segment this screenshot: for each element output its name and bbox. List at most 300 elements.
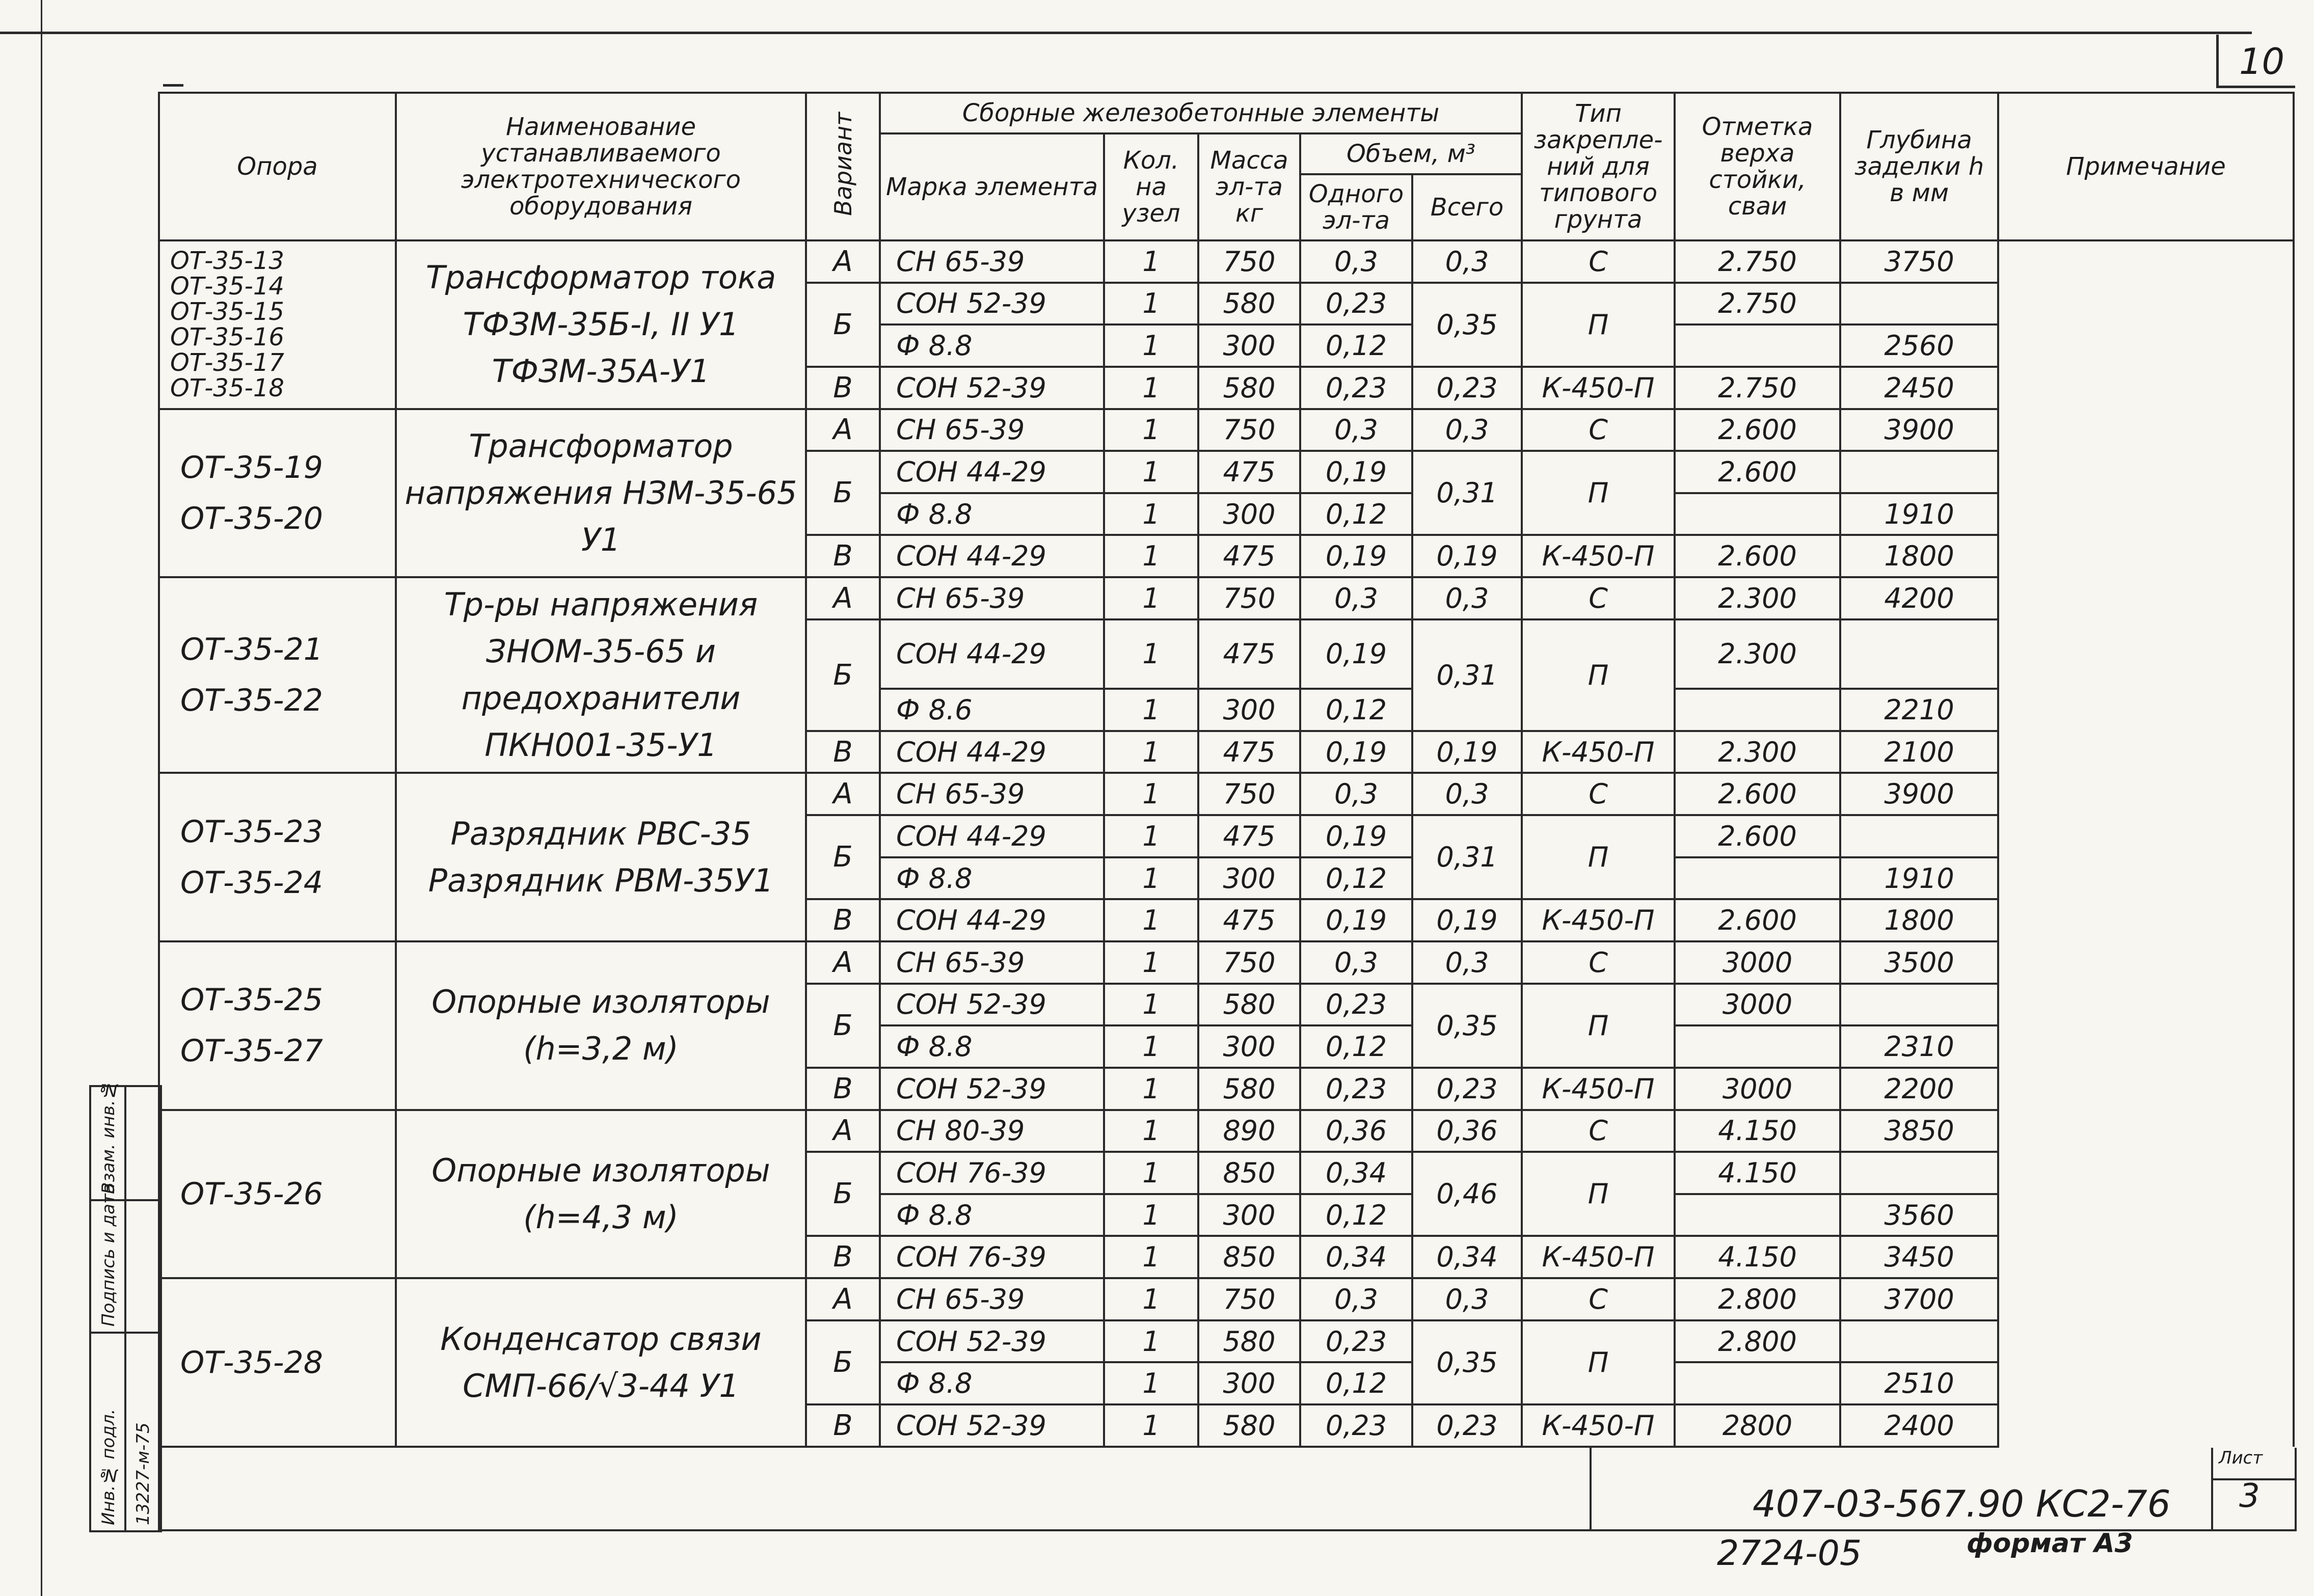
note-cell [1998,857,2294,900]
marka-cell: СОН 52-39 [880,1404,1104,1447]
marka-cell: СОН 44-29 [880,619,1104,689]
tip-cell: П [1522,815,1675,899]
kol-cell: 1 [1104,535,1198,577]
glubina-cell: 3450 [1840,1236,1998,1278]
massa-cell: 300 [1198,1194,1300,1236]
marka-cell: Ф 8.8 [880,324,1104,367]
vsego-cell: 0,35 [1412,984,1522,1068]
note-cell [1998,577,2294,619]
massa-cell: 580 [1198,1068,1300,1110]
vsego-cell: 0,46 [1412,1152,1522,1236]
vsego-cell: 0,3 [1412,941,1522,984]
tip-cell: П [1522,451,1675,535]
header-kol: Кол. на узел [1104,133,1198,240]
sidebar-label-inventory: Инв.№ подл. [98,1409,119,1525]
massa-cell: 750 [1198,577,1300,619]
massa-cell: 580 [1198,984,1300,1026]
otmetka-cell: 2.300 [1675,577,1840,619]
tip-cell: П [1522,1152,1675,1236]
note-cell [1998,1110,2294,1152]
odnogo-cell: 0,19 [1300,899,1412,941]
equipment-name-cell: Трансформатор тока ТФЗМ-35Б-I, II У1 ТФЗМ-35А-У1 [396,240,806,409]
opora-cell: ОТ-35-26 [159,1110,396,1279]
otmetka-cell [1675,1362,1840,1404]
glubina-cell: 1910 [1840,857,1998,900]
massa-cell: 750 [1198,409,1300,451]
otmetka-cell: 4.150 [1675,1110,1840,1152]
header-glubina: Глубина заделки h в мм [1840,93,1998,240]
kol-cell: 1 [1104,1152,1198,1194]
otmetka-cell [1675,1194,1840,1236]
note-cell [1998,367,2294,409]
odnogo-cell: 0,19 [1300,451,1412,493]
equipment-name-cell: Разрядник РВС-35 Разрядник РВМ-35У1 [396,773,806,941]
marka-cell: Ф 8.8 [880,493,1104,535]
note-cell [1998,731,2294,773]
marka-cell: СОН 52-39 [880,1320,1104,1363]
variant-cell: В [806,1236,880,1278]
marka-cell: СОН 76-39 [880,1236,1104,1278]
kol-cell: 1 [1104,577,1198,619]
note-cell [1998,324,2294,367]
odnogo-cell: 0,12 [1300,324,1412,367]
note-cell [1998,283,2294,325]
glubina-cell: 3900 [1840,409,1998,451]
odnogo-cell: 0,23 [1300,1404,1412,1447]
massa-cell: 300 [1198,857,1300,900]
marka-cell: СОН 44-29 [880,815,1104,857]
otmetka-cell: 3000 [1675,941,1840,984]
otmetka-cell: 2.800 [1675,1278,1840,1320]
odnogo-cell: 0,3 [1300,409,1412,451]
tip-cell: С [1522,1110,1675,1152]
marka-cell: Ф 8.8 [880,857,1104,900]
vsego-cell: 0,31 [1412,619,1522,731]
variant-cell: А [806,941,880,984]
variant-cell: В [806,535,880,577]
odnogo-cell: 0,19 [1300,619,1412,689]
equipment-name-cell: Трансформатор напряжения НЗМ-35-65 У1 [396,409,806,578]
glubina-cell: 3560 [1840,1194,1998,1236]
marka-cell: СН 80-39 [880,1110,1104,1152]
header-opora: Опора [159,93,396,240]
note-cell [1998,535,2294,577]
vsego-cell: 0,19 [1412,899,1522,941]
variant-cell: А [806,409,880,451]
odnogo-cell: 0,12 [1300,1362,1412,1404]
odnogo-cell: 0,36 [1300,1110,1412,1152]
vsego-cell: 0,23 [1412,367,1522,409]
marka-cell: Ф 8.8 [880,1025,1104,1068]
vsego-cell: 0,31 [1412,451,1522,535]
glubina-cell: 3900 [1840,773,1998,815]
glubina-cell [1840,283,1998,325]
variant-cell: Б [806,815,880,899]
otmetka-cell [1675,1025,1840,1068]
opora-cell: ОТ-35-25 ОТ-35-27 [159,941,396,1110]
kol-cell: 1 [1104,941,1198,984]
vsego-cell: 0,19 [1412,731,1522,773]
note-cell [1998,815,2294,857]
odnogo-cell: 0,12 [1300,689,1412,731]
note-cell [1998,619,2294,689]
header-variant [806,93,880,240]
otmetka-cell: 2.750 [1675,367,1840,409]
odnogo-cell: 0,3 [1300,941,1412,984]
tip-cell: К-450-П [1522,1236,1675,1278]
table-row [159,1110,2294,1152]
otmetka-cell: 4.150 [1675,1236,1840,1278]
kol-cell: 1 [1104,1278,1198,1320]
otmetka-cell: 2.600 [1675,773,1840,815]
otmetka-cell: 2.750 [1675,283,1840,325]
otmetka-cell: 2.300 [1675,619,1840,689]
corner-tick [163,84,183,87]
vsego-cell: 0,3 [1412,577,1522,619]
tip-cell: К-450-П [1522,535,1675,577]
tip-cell: П [1522,984,1675,1068]
massa-cell: 580 [1198,367,1300,409]
variant-cell: А [806,577,880,619]
header-group: Сборные железобетонные элементы [880,93,1522,133]
opora-cell: ОТ-35-13 ОТ-35-14 ОТ-35-15 ОТ-35-16 ОТ-35-17 ОТ-35-18 [159,240,396,409]
kol-cell: 1 [1104,1236,1198,1278]
glubina-cell: 2310 [1840,1025,1998,1068]
marka-cell: СОН 44-29 [880,899,1104,941]
opora-cell: ОТ-35-21 ОТ-35-22 [159,577,396,773]
note-cell [1998,1194,2294,1236]
header-massa: Масса эл-та кг [1198,133,1300,240]
tip-cell: С [1522,941,1675,984]
marka-cell: СОН 44-29 [880,451,1104,493]
note-cell [1998,493,2294,535]
sidebar-label-replacement: Взам. инв.№ [98,1079,119,1194]
glubina-cell: 2210 [1840,689,1998,731]
table-row [159,577,2294,619]
vsego-cell: 0,3 [1412,240,1522,283]
kol-cell: 1 [1104,451,1198,493]
kol-cell: 1 [1104,1362,1198,1404]
otmetka-cell [1675,493,1840,535]
massa-cell: 300 [1198,493,1300,535]
kol-cell: 1 [1104,815,1198,857]
massa-cell: 580 [1198,1320,1300,1363]
marka-cell: СОН 52-39 [880,367,1104,409]
kol-cell: 1 [1104,857,1198,900]
otmetka-cell: 2.600 [1675,535,1840,577]
note-cell [1998,899,2294,941]
variant-cell: А [806,1110,880,1152]
vsego-cell: 0,3 [1412,1278,1522,1320]
kol-cell: 1 [1104,1194,1198,1236]
header-marka: Марка элемента [880,133,1104,240]
tip-cell: С [1522,1278,1675,1320]
note-cell [1998,689,2294,731]
otmetka-cell: 3000 [1675,984,1840,1026]
glubina-cell [1840,1320,1998,1363]
note-cell [1998,1278,2294,1320]
marka-cell: СН 65-39 [880,240,1104,283]
title-block-divider [1590,1448,1592,1529]
kol-cell: 1 [1104,1320,1198,1363]
kol-cell: 1 [1104,240,1198,283]
format-label: формат А3 [1967,1528,2133,1559]
glubina-cell: 1910 [1840,493,1998,535]
variant-cell: В [806,731,880,773]
top-border-line [0,32,2252,34]
table-body [159,240,2294,1447]
variant-cell: Б [806,984,880,1068]
otmetka-cell: 3000 [1675,1068,1840,1110]
odnogo-cell: 0,34 [1300,1236,1412,1278]
kol-cell: 1 [1104,899,1198,941]
header-obem: Объем, м³ [1300,133,1522,174]
odnogo-cell: 0,19 [1300,815,1412,857]
glubina-cell: 2560 [1840,324,1998,367]
massa-cell: 475 [1198,731,1300,773]
otmetka-cell: 2800 [1675,1404,1840,1447]
otmetka-cell: 2.800 [1675,1320,1840,1363]
note-cell [1998,1320,2294,1363]
kol-cell: 1 [1104,984,1198,1026]
kol-cell: 1 [1104,1025,1198,1068]
marka-cell: СН 65-39 [880,941,1104,984]
vsego-cell: 0,3 [1412,409,1522,451]
odnogo-cell: 0,23 [1300,1068,1412,1110]
otmetka-cell [1675,324,1840,367]
marka-cell: СОН 44-29 [880,731,1104,773]
odnogo-cell: 0,12 [1300,1194,1412,1236]
massa-cell: 850 [1198,1236,1300,1278]
approval-sidebar [89,1079,162,1532]
odnogo-cell: 0,12 [1300,857,1412,900]
vsego-cell: 0,23 [1412,1404,1522,1447]
otmetka-cell: 2.750 [1675,240,1840,283]
variant-cell: В [806,367,880,409]
marka-cell: СОН 52-39 [880,984,1104,1026]
sidebar-inventory-value: 13227-м-75 [133,1422,153,1525]
tip-cell: К-450-П [1522,731,1675,773]
marka-cell: СН 65-39 [880,1278,1104,1320]
kol-cell: 1 [1104,324,1198,367]
otmetka-cell: 2.600 [1675,409,1840,451]
odnogo-cell: 0,3 [1300,577,1412,619]
odnogo-cell: 0,12 [1300,493,1412,535]
odnogo-cell: 0,23 [1300,1320,1412,1363]
note-cell [1998,1025,2294,1068]
massa-cell: 750 [1198,941,1300,984]
glubina-cell: 3700 [1840,1278,1998,1320]
note-cell [1998,1362,2294,1404]
otmetka-cell [1675,689,1840,731]
variant-cell: Б [806,1320,880,1404]
kol-cell: 1 [1104,689,1198,731]
glubina-cell: 3850 [1840,1110,1998,1152]
glubina-cell: 3500 [1840,941,1998,984]
massa-cell: 750 [1198,240,1300,283]
massa-cell: 300 [1198,324,1300,367]
table-row [159,240,2294,283]
note-cell [1998,1152,2294,1194]
variant-cell: В [806,1068,880,1110]
massa-cell: 850 [1198,1152,1300,1194]
opora-cell: ОТ-35-19 ОТ-35-20 [159,409,396,578]
glubina-cell [1840,1152,1998,1194]
tip-cell: К-450-П [1522,899,1675,941]
archive-number: 2724-05 [1717,1533,1862,1574]
table-row [159,941,2294,984]
tip-cell: С [1522,409,1675,451]
tip-cell: К-450-П [1522,1068,1675,1110]
header-prim: Примечание [1998,93,2294,240]
massa-cell: 300 [1198,689,1300,731]
vsego-cell: 0,35 [1412,1320,1522,1404]
kol-cell: 1 [1104,1110,1198,1152]
foundation-table [158,92,2295,1448]
glubina-cell: 1800 [1840,899,1998,941]
kol-cell: 1 [1104,773,1198,815]
note-cell [1998,409,2294,451]
glubina-cell [1840,619,1998,689]
variant-cell: А [806,240,880,283]
equipment-name-cell: Тр-ры напряжения ЗНОМ-35-65 и предохранители ПКН001-35-У1 [396,577,806,773]
table-row [159,1278,2294,1320]
marka-cell: СОН 76-39 [880,1152,1104,1194]
list-label: Лист [2219,1448,2263,1468]
vsego-cell: 0,35 [1412,283,1522,367]
tip-cell: С [1522,577,1675,619]
header-name: Наименование устанавливаемого электротехнического оборудования [396,93,806,240]
note-cell [1998,773,2294,815]
massa-cell: 475 [1198,535,1300,577]
vsego-cell: 0,36 [1412,1110,1522,1152]
kol-cell: 1 [1104,283,1198,325]
tip-cell: К-450-П [1522,367,1675,409]
note-cell [1998,1236,2294,1278]
kol-cell: 1 [1104,409,1198,451]
variant-cell: А [806,773,880,815]
header-vsego: Всего [1412,174,1522,240]
odnogo-cell: 0,34 [1300,1152,1412,1194]
marka-cell: СН 65-39 [880,773,1104,815]
odnogo-cell: 0,23 [1300,984,1412,1026]
header-tip: Тип закрепле-ний для типового грунта [1522,93,1675,240]
marka-cell: СОН 52-39 [880,1068,1104,1110]
marka-cell: СН 65-39 [880,409,1104,451]
glubina-cell: 4200 [1840,577,1998,619]
odnogo-cell: 0,3 [1300,773,1412,815]
variant-cell: А [806,1278,880,1320]
odnogo-cell: 0,23 [1300,283,1412,325]
otmetka-cell: 2.600 [1675,899,1840,941]
odnogo-cell: 0,19 [1300,731,1412,773]
massa-cell: 475 [1198,815,1300,857]
tip-cell: К-450-П [1522,1404,1675,1447]
odnogo-cell: 0,3 [1300,1278,1412,1320]
kol-cell: 1 [1104,367,1198,409]
odnogo-cell: 0,3 [1300,240,1412,283]
glubina-cell: 1800 [1840,535,1998,577]
massa-cell: 580 [1198,283,1300,325]
kol-cell: 1 [1104,619,1198,689]
kol-cell: 1 [1104,1404,1198,1447]
glubina-cell: 2400 [1840,1404,1998,1447]
otmetka-cell [1675,857,1840,900]
kol-cell: 1 [1104,1068,1198,1110]
glubina-cell [1840,984,1998,1026]
header-otmetka: Отметка верха стойки, сваи [1675,93,1840,240]
glubina-cell: 2450 [1840,367,1998,409]
kol-cell: 1 [1104,493,1198,535]
otmetka-cell: 2.600 [1675,451,1840,493]
massa-cell: 475 [1198,619,1300,689]
variant-cell: В [806,1404,880,1447]
vsego-cell: 0,23 [1412,1068,1522,1110]
tip-cell: П [1522,1320,1675,1404]
massa-cell: 750 [1198,1278,1300,1320]
equipment-name-cell: Опорные изоляторы (h=3,2 м) [396,941,806,1110]
note-cell [1998,941,2294,984]
odnogo-cell: 0,12 [1300,1025,1412,1068]
massa-cell: 475 [1198,899,1300,941]
sidebar-label-signature: Подпись и дата [98,1183,119,1327]
glubina-cell: 2200 [1840,1068,1998,1110]
vsego-cell: 0,3 [1412,773,1522,815]
massa-cell: 750 [1198,773,1300,815]
tip-cell: П [1522,619,1675,731]
document-code: 407-03-567.90 КС2-76 [1753,1482,2171,1525]
odnogo-cell: 0,19 [1300,535,1412,577]
tip-cell: С [1522,240,1675,283]
massa-cell: 580 [1198,1404,1300,1447]
variant-cell: Б [806,619,880,731]
note-cell [1998,984,2294,1026]
left-edge-line [41,0,42,1596]
opora-cell: ОТ-35-28 [159,1278,396,1447]
otmetka-cell: 2.600 [1675,815,1840,857]
table-row [159,773,2294,815]
variant-cell: В [806,899,880,941]
note-cell [1998,1068,2294,1110]
vsego-cell: 0,34 [1412,1236,1522,1278]
massa-cell: 300 [1198,1025,1300,1068]
tip-cell: П [1522,283,1675,367]
equipment-name-cell: Конденсатор связи СМП-66/√3-44 У1 [396,1278,806,1447]
glubina-cell: 2510 [1840,1362,1998,1404]
vsego-cell: 0,19 [1412,535,1522,577]
header-variant-text: Вариант [829,112,857,216]
glubina-cell: 2100 [1840,731,1998,773]
kol-cell: 1 [1104,731,1198,773]
equipment-name-cell: Опорные изоляторы (h=4,3 м) [396,1110,806,1279]
marka-cell: СОН 44-29 [880,535,1104,577]
list-number: 3 [2239,1477,2260,1515]
otmetka-cell: 2.300 [1675,731,1840,773]
massa-cell: 300 [1198,1362,1300,1404]
marka-cell: Ф 8.8 [880,1362,1104,1404]
odnogo-cell: 0,23 [1300,367,1412,409]
opora-cell: ОТ-35-23 ОТ-35-24 [159,773,396,941]
glubina-cell [1840,451,1998,493]
note-cell [1998,451,2294,493]
table-row [159,409,2294,451]
marka-cell: СОН 52-39 [880,283,1104,325]
marka-cell: СН 65-39 [880,577,1104,619]
variant-cell: Б [806,1152,880,1236]
glubina-cell: 3750 [1840,240,1998,283]
marka-cell: Ф 8.6 [880,689,1104,731]
massa-cell: 475 [1198,451,1300,493]
